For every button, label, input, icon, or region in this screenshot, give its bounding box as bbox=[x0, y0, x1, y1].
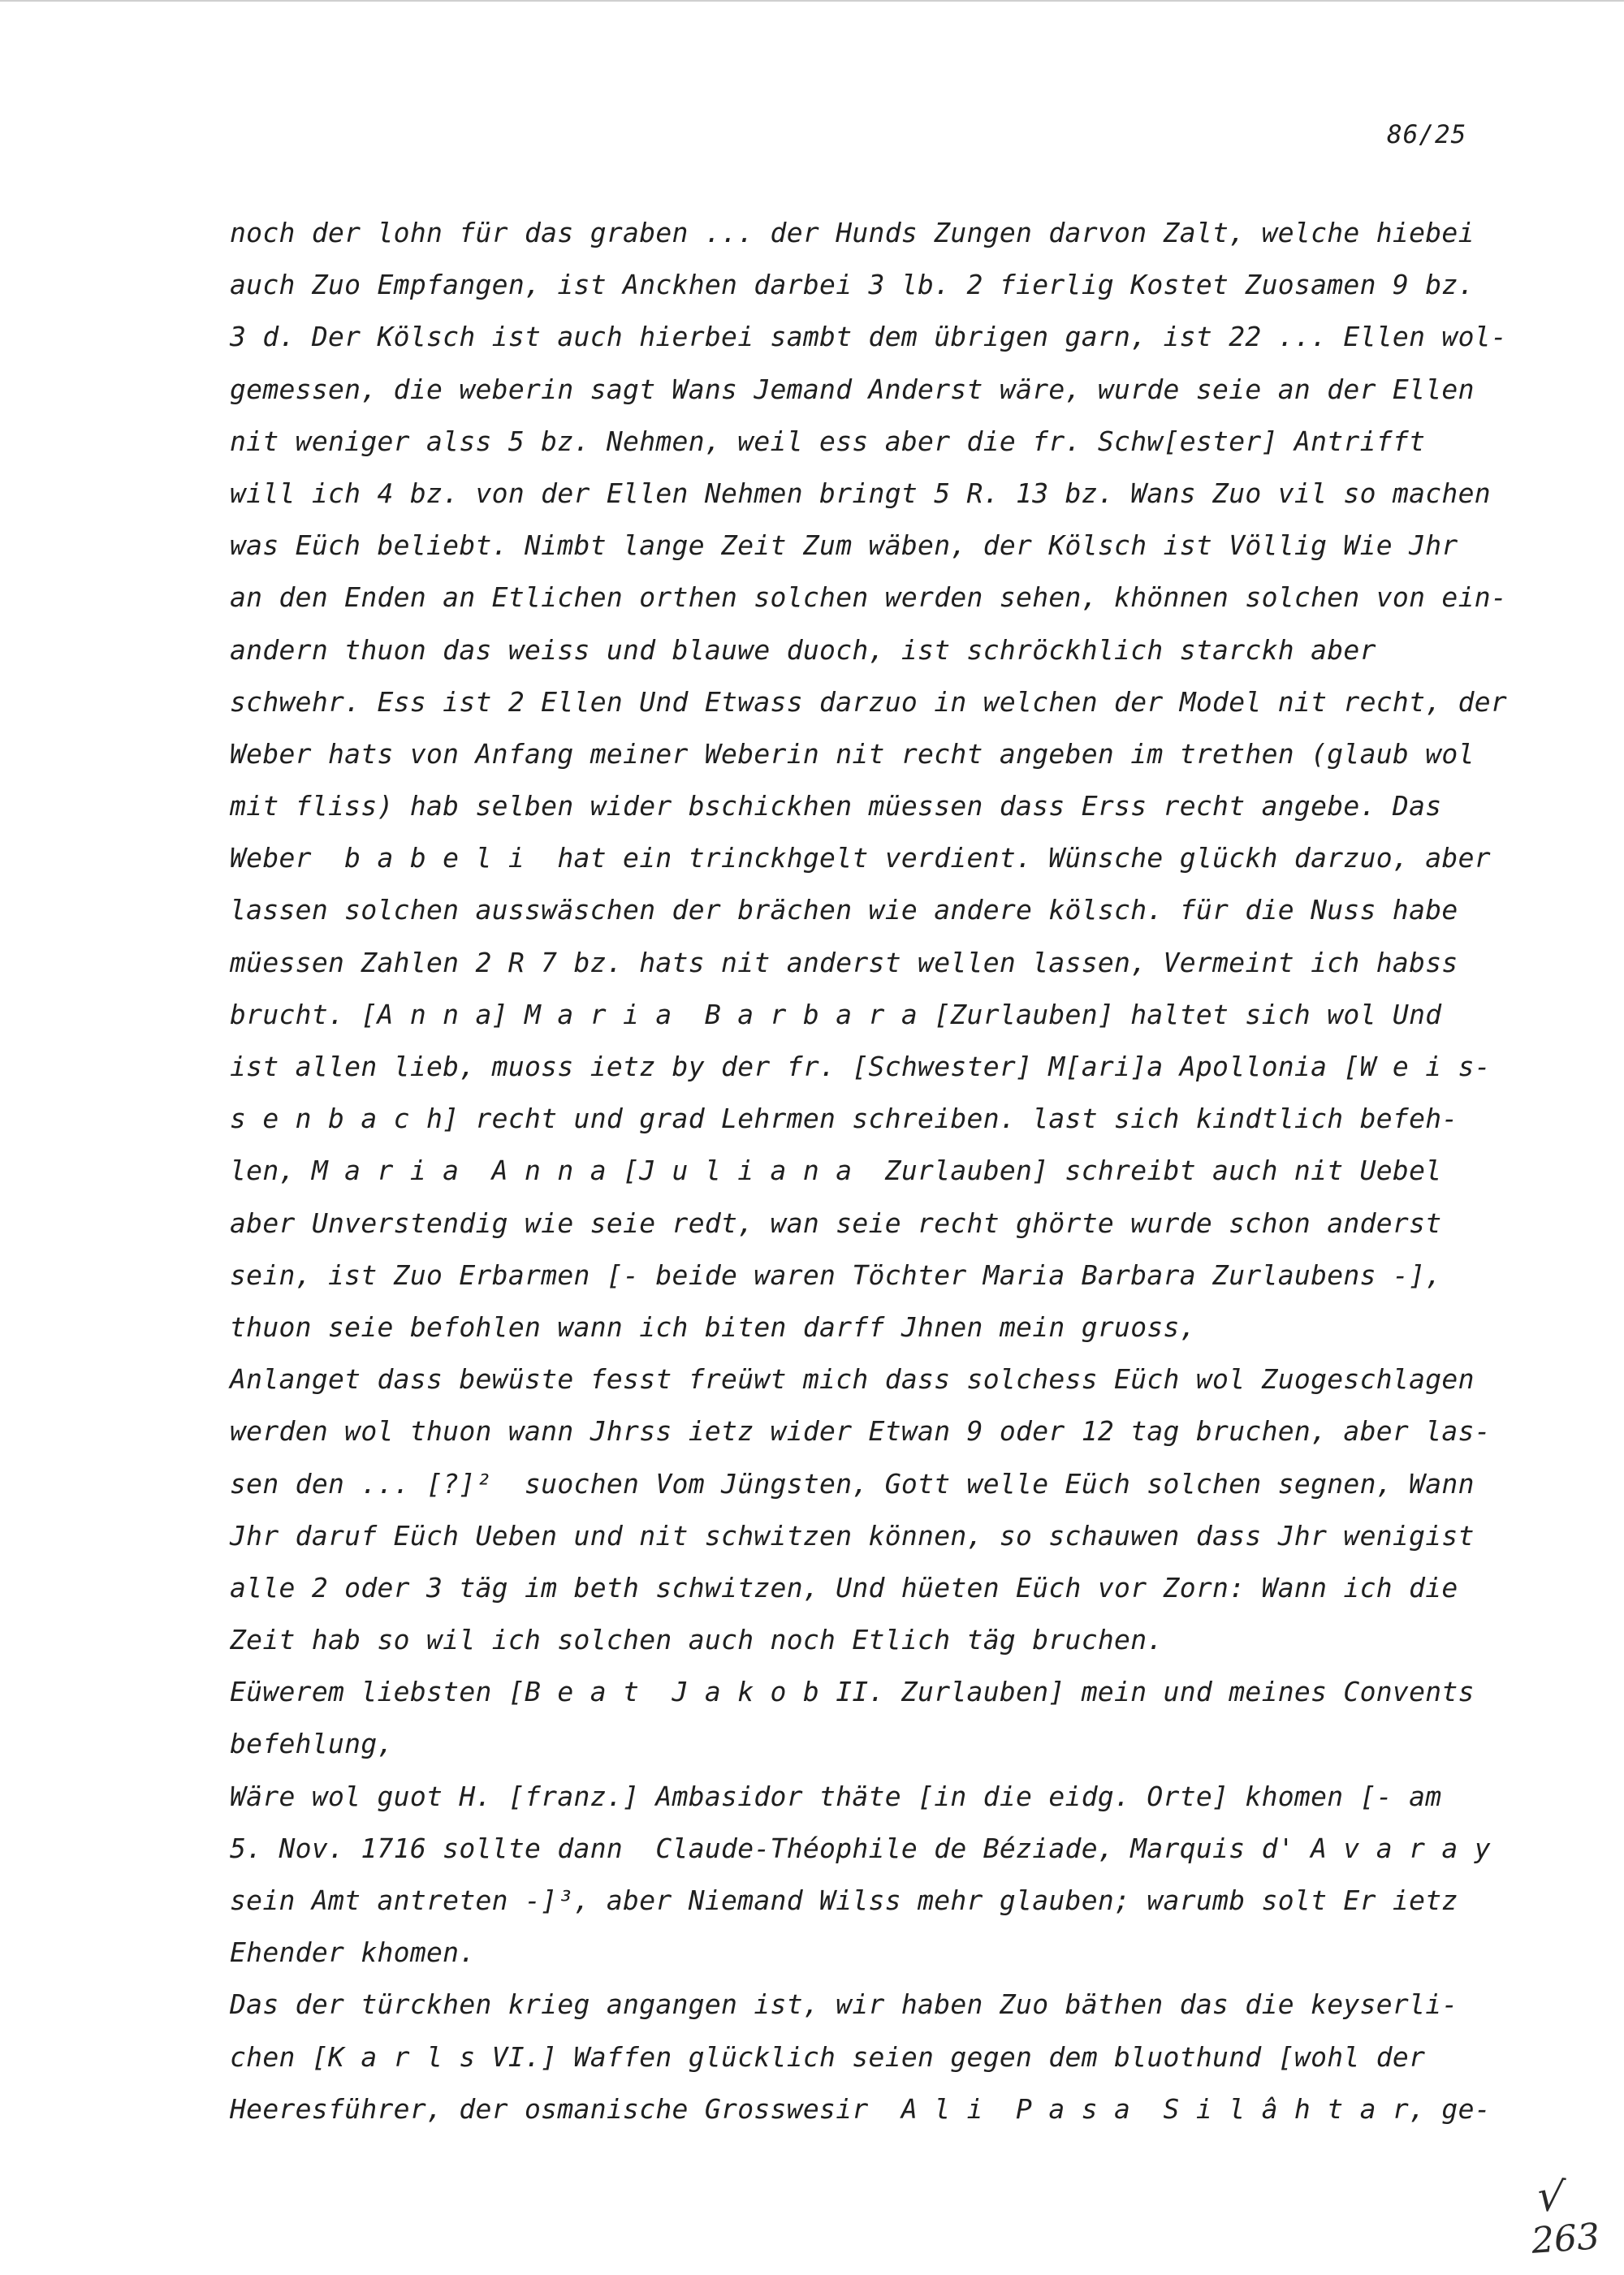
text-line: noch der lohn für das graben ... der Hunds Zungen darvon Zalt, welche hiebei bbox=[230, 217, 1475, 248]
text-line: andern thuon das weiss und blauwe duoch, ist schröckhlich starckh aber bbox=[230, 633, 1376, 666]
text-line: Eüwerem liebsten [B e a t J a k o b II. Zurlauben] mein und meines Convents bbox=[230, 1676, 1475, 1708]
text-line: brucht. [A n n a] M a r i a B a r b a r a [Zurlauben] haltet sich wol Und bbox=[230, 998, 1442, 1030]
text-line: alle 2 oder 3 täg im beth schwitzen, Und hüeten Eüch vor Zorn: Wann ich die bbox=[230, 1571, 1458, 1604]
text-line: thuon seie befohlen wann ich biten darff Jhnen mein gruoss, bbox=[230, 1310, 1196, 1343]
text-line: befehlung, bbox=[230, 1728, 394, 1760]
text-line: lassen solchen ausswäschen der brächen wie andere kölsch. für die Nuss habe bbox=[230, 894, 1458, 926]
text-line: Wäre wol guot H. [franz.] Ambasidor thäte [in die eidg. Orte] khomen [- am bbox=[230, 1780, 1442, 1812]
text-line: Anlanget dass bewüste fesst freüwt mich dass solchess Eüch wol Zuogeschlagen bbox=[230, 1363, 1475, 1396]
text-line: aber Unverstendig wie seie redt, wan seie recht ghörte wurde schon anderst bbox=[230, 1207, 1442, 1239]
text-line: sein Amt antreten -]³, aber Niemand Wilss mehr glauben; warumb solt Er ietz bbox=[230, 1884, 1458, 1916]
text-line: Weber hats von Anfang meiner Weberin nit recht angeben im trethen (glaub wol bbox=[230, 737, 1475, 770]
handwritten-archive-number: 263 bbox=[1530, 2216, 1601, 2262]
transcription-text bbox=[230, 212, 1610, 2140]
text-line: len, M a r i a A n n a [J u l i a n a Zurlauben] schreibt auch nit Uebel bbox=[230, 1155, 1442, 1187]
text-line: müessen Zahlen 2 R 7 bz. hats nit anderst wellen lassen, Vermeint ich habss bbox=[230, 946, 1458, 978]
text-line: 5. Nov. 1716 sollte dann Claude-Théophile de Béziade, Marquis d' A v a r a y bbox=[230, 1832, 1491, 1864]
text-line: Jhr daruf Eüch Ueben und nit schwitzen können, so schauwen dass Jhr wenigist bbox=[230, 1519, 1475, 1552]
text-line: Heeresführer, der osmanische Grosswesir A l i P a s a S i l â h t a r, ge- bbox=[230, 2092, 1491, 2125]
text-line: mit fliss) hab selben wider bschickhen müessen dass Erss recht angebe. Das bbox=[230, 790, 1442, 822]
page-number: 86/25 bbox=[1387, 120, 1467, 149]
text-line: Das der türckhen krieg angangen ist, wir haben Zuo bäthen das die keyserli- bbox=[230, 1988, 1458, 2021]
text-line: chen [K a r l s VI.] Waffen glücklich seien gegen dem bluothund [wohl der bbox=[230, 2040, 1426, 2073]
text-line: ist allen lieb, muoss ietz by der fr. [Schwester] M[ari]a Apollonia [W e i s- bbox=[230, 1051, 1491, 1082]
checkmark-icon: √ bbox=[1534, 2171, 1567, 2223]
text-line: will ich 4 bz. von der Ellen Nehmen bringt 5 R. 13 bz. Wans Zuo vil so machen bbox=[230, 477, 1491, 509]
text-line: werden wol thuon wann Jhrss ietz wider Etwan 9 oder 12 tag bruchen, aber las- bbox=[230, 1415, 1491, 1448]
text-line: 3 d. Der Kölsch ist auch hierbei sambt dem übrigen garn, ist 22 ... Ellen wol- bbox=[230, 321, 1508, 353]
text-line: an den Enden an Etlichen orthen solchen werden sehen, khönnen solchen von ein- bbox=[230, 581, 1508, 614]
text-line: Weber b a b e l i hat ein trinckhgelt verdient. Wünsche glückh darzuo, aber bbox=[230, 842, 1491, 874]
text-line: sen den ... [?]² suochen Vom Jüngsten, Gott welle Eüch solchen segnen, Wann bbox=[230, 1467, 1475, 1500]
text-line: Zeit hab so wil ich solchen auch noch Etlich täg bruchen. bbox=[230, 1624, 1164, 1656]
text-line: sein, ist Zuo Erbarmen [- beide waren Töchter Maria Barbara Zurlaubens -], bbox=[230, 1258, 1442, 1291]
text-line: schwehr. Ess ist 2 Ellen Und Etwass darzuo in welchen der Model nit recht, der bbox=[230, 685, 1508, 718]
scan-edge bbox=[0, 0, 1624, 2]
text-line: gemessen, die weberin sagt Wans Jemand Anderst wäre, wurde seie an der Ellen bbox=[230, 373, 1475, 405]
text-line: auch Zuo Empfangen, ist Anckhen darbei 3 lb. 2 fierlig Kostet Zuosamen 9 bz. bbox=[230, 269, 1475, 301]
text-line: s e n b a c h] recht und grad Lehrmen schreiben. last sich kindtlich befeh- bbox=[230, 1103, 1458, 1135]
text-line: was Eüch beliebt. Nimbt lange Zeit Zum wäben, der Kölsch ist Völlig Wie Jhr bbox=[230, 529, 1458, 562]
text-line: nit weniger alss 5 bz. Nehmen, weil ess aber die fr. Schw[ester] Antrifft bbox=[230, 425, 1426, 457]
text-line: Ehender khomen. bbox=[230, 1936, 476, 1969]
